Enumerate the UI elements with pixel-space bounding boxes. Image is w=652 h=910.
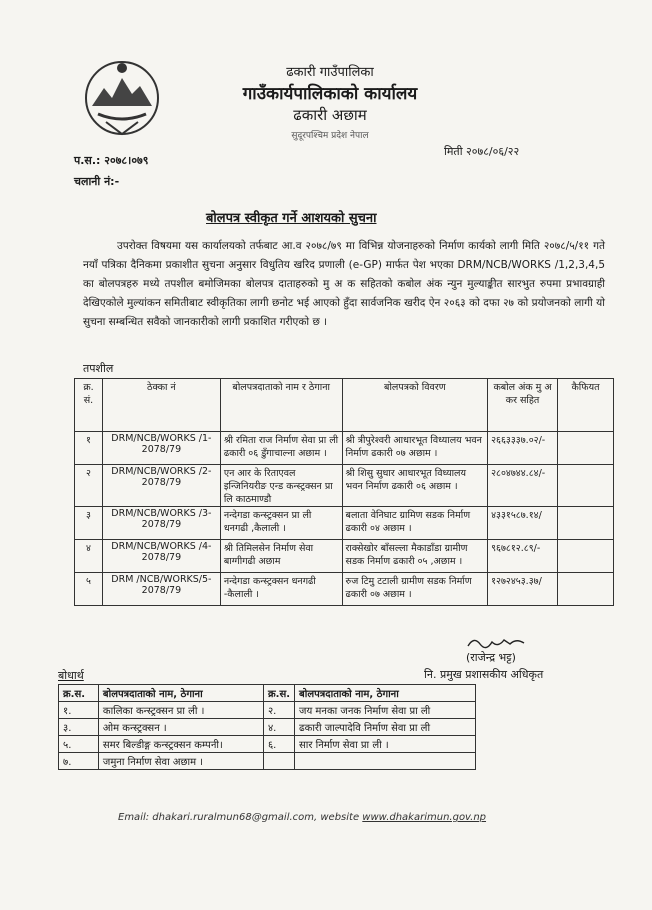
table-cell: ४३३१५८७.१४/ (488, 507, 558, 540)
table-cell: श्री तिमिलसेन निर्माण सेवा बाग्गीगढी अछाम (220, 540, 342, 573)
cc-cell: ३. (59, 719, 99, 736)
bid-table (74, 378, 614, 606)
cc-cell: ४. (263, 719, 294, 736)
province-name: सुदूरपश्चिम प्रदेश नेपाल (291, 131, 369, 141)
table-cell: ५ (75, 573, 103, 606)
table-cell: DRM/NCB/WORKS /2-2078/79 (102, 465, 220, 507)
cc-label: बोधार्थ (58, 669, 84, 682)
col-header: क्र. सं. (75, 379, 103, 432)
table-cell: राक्सेखोर बाँसल्ला मैकाडाँडा ग्रामीण सडक निर्माण ढकारी ०५ ,अछाम । (342, 540, 488, 573)
table-cell: २८०४७४४.८४/- (488, 465, 558, 507)
cc-header: क्र.स. (59, 685, 99, 702)
col-header: कबोल अंक मु अ कर सहित (488, 379, 558, 432)
cc-header: बोलपत्रदाताको नाम, ठेगाना (98, 685, 263, 702)
cc-header-row (59, 685, 476, 702)
notice-body: उपरोक्त विषयमा यस कार्यालयको तर्फबाट आ.व २०७८/७९ मा विभिन्न योजनाहरुको निर्माण कार्यको लागी मिति २०७८/५/११ गते नयाँ पत्रिका दैनिकमा प्रकाशीत सुचना अनुसार विधुतिय खरिद प्रणाली (e-GP) मार्फत पेश भएका DRM/NCB/WORKS /1,2,3,4,5 का बोलपत्रहरु मध्ये तपशील बमोजिमका बोलपत्र दाताहरुको मु अ क सहितको कबोल अंक न्युन मुल्याङ्कीत सारभुत रुपमा प्रभावग्राही देखिएकोले मुल्यांकन समितीबाट स्वीकृतिका लागी छनोट भई आएको हुँदा सार्वजनिक खरीद ऐन २०६३ को दफा २७ को प्रयोजनको लागी यो सुचना सम्बन्धित सवैको जानकारीको लागी प्रकाशित गरीएको छ । (83, 240, 605, 328)
cc-table (58, 684, 476, 770)
cc-header: क्र.स. (263, 685, 294, 702)
cc-cell: १. (59, 702, 99, 719)
cc-cell: २. (263, 702, 294, 719)
table-cell: बलाता वेनिघाट ग्रामिण सडक निर्माण ढकारी ०४ अछाम । (342, 507, 488, 540)
cc-cell: ओम कन्स्ट्रक्सन । (98, 719, 263, 736)
col-header: बोलपत्रको विवरण (342, 379, 488, 432)
table-cell (558, 573, 614, 606)
table-row (75, 465, 614, 507)
details-label: तपशील (83, 362, 114, 375)
table-cell: श्री रमिता राज निर्माण सेवा प्रा ली ढकारी ०६ डुँगाचाल्ना अछाम । (220, 432, 342, 465)
table-cell: १ (75, 432, 103, 465)
cc-cell: जमुना निर्माण सेवा अछाम । (98, 753, 263, 770)
cc-cell: जय मनका जनक निर्माण सेवा प्रा ली (295, 702, 476, 719)
table-cell: DRM/NCB/WORKS /3-2078/79 (102, 507, 220, 540)
office-name: गाउँकार्यपालिकाको कार्यालय (242, 84, 418, 104)
cc-header: बोलपत्रदाताको नाम, ठेगाना (295, 685, 476, 702)
signatory-title: नि. प्रमुख प्रशासकीय अधिकृत (424, 668, 544, 681)
municipality-name: ढकारी गाउँपालिका (286, 65, 374, 80)
handwritten-signature (466, 634, 526, 650)
table-row (75, 507, 614, 540)
table-cell: १२७२४५३.३७/ (488, 573, 558, 606)
table-row (75, 573, 614, 606)
letter-date: मिती २०७८/०६/२२ (444, 145, 520, 158)
table-row (75, 432, 614, 465)
table-cell: नन्देगडा कन्स्ट्रक्सन प्रा ली धनगढी ,कैलाली । (220, 507, 342, 540)
signatory-name: (राजेन्द्र भट्ट) (466, 651, 516, 664)
cc-cell (263, 753, 294, 770)
cc-row (59, 753, 476, 770)
col-header: कैफियत (558, 379, 614, 432)
cc-cell: कालिका कन्स्ट्रक्सन प्रा ली । (98, 702, 263, 719)
table-cell: २ (75, 465, 103, 507)
cc-cell (295, 753, 476, 770)
cc-row (59, 702, 476, 719)
footer-contact (118, 812, 486, 823)
table-cell (558, 540, 614, 573)
table-cell: रुज टिमु टटाली ग्रामीण सडक निर्माण ढकारी ०७ अछाम । (342, 573, 488, 606)
footer-email: Email: dhakari.ruralmun68@gmail.com, website (118, 812, 360, 823)
table-cell: DRM/NCB/WORKS /4-2078/79 (102, 540, 220, 573)
cc-cell: ५. (59, 736, 99, 753)
table-cell: श्री शिसु सुधार आधारभूत विध्यालय भवन निर्माण ढकारी ०६ अछाम । (342, 465, 488, 507)
notice-subject: बोलपत्र स्वीकृत गर्ने आशयको सुचना (206, 211, 377, 226)
cc-row (59, 719, 476, 736)
table-cell: एन आर के रिताएवल इन्जिनियरीङ एन्ड कन्स्ट्रक्सन प्रा लि काठमाण्डौ (220, 465, 342, 507)
table-cell: DRM /NCB/WORKS/5-2078/79 (102, 573, 220, 606)
nepal-emblem-icon (82, 58, 162, 140)
cc-cell: ६. (263, 736, 294, 753)
table-cell (558, 432, 614, 465)
cc-cell: ढकारी जाल्पादेवि निर्माण सेवा प्रा ली (295, 719, 476, 736)
office-header (200, 62, 460, 141)
table-cell: DRM/NCB/WORKS /1-2078/79 (102, 432, 220, 465)
reference-number: प.स.: २०७८।०७९ (74, 154, 149, 167)
table-cell: श्री त्रीपुरेश्वरी आधारभूत विध्यालय भवन निर्माण ढकारी ०७ अछाम । (342, 432, 488, 465)
table-cell (558, 507, 614, 540)
office-location: ढकारी अछाम (293, 106, 367, 124)
table-row (75, 540, 614, 573)
table-header-row (75, 379, 614, 432)
cc-cell: ७. (59, 753, 99, 770)
table-cell (558, 465, 614, 507)
cc-cell: समर बिल्डीङ्ग कन्स्ट्रक्सन कम्पनी। (98, 736, 263, 753)
cc-cell: सार निर्माण सेवा प्रा ली । (295, 736, 476, 753)
table-cell: २६६३३३७.०२/- (488, 432, 558, 465)
table-cell: ४ (75, 540, 103, 573)
col-header: ठेक्का नं (102, 379, 220, 432)
table-cell: नन्देगडा कन्स्ट्रक्सन धनगढी -कैलाली । (220, 573, 342, 606)
cc-row (59, 736, 476, 753)
table-cell: ९६७८१२.८९/- (488, 540, 558, 573)
table-cell: ३ (75, 507, 103, 540)
col-header: बोलपत्रदाताको नाम र ठेगाना (220, 379, 342, 432)
footer-website-link[interactable]: www.dhakarimun.gov.np (362, 812, 487, 823)
dispatch-number: चलानी नं:- (74, 175, 120, 188)
